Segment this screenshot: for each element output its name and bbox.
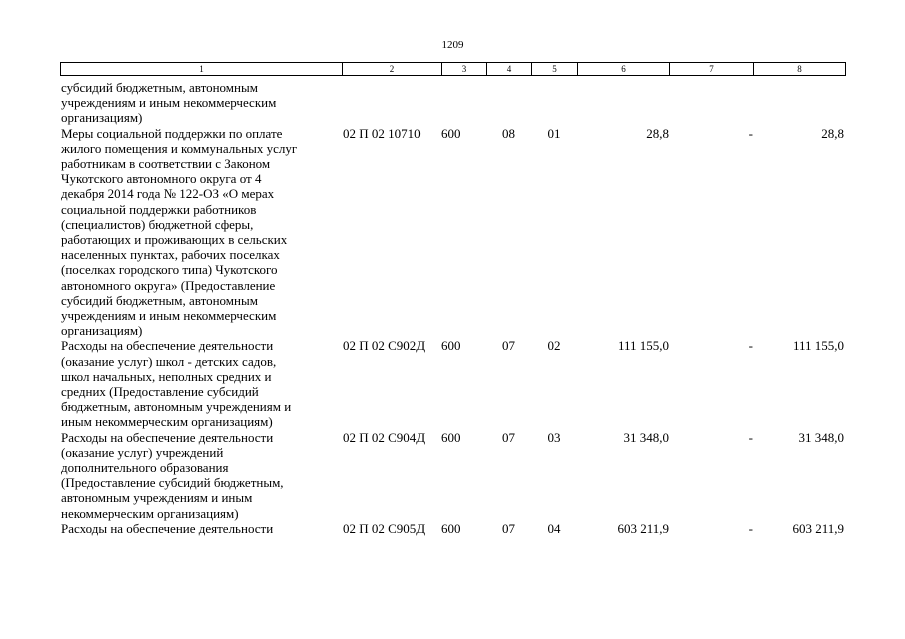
description-line: субсидий бюджетным, автономным bbox=[61, 292, 258, 308]
row-description bbox=[60, 430, 342, 521]
table-row bbox=[60, 80, 846, 126]
amount-regional bbox=[753, 80, 844, 126]
description-line: Меры социальной поддержки по оплате bbox=[61, 125, 283, 141]
section-code: 07 bbox=[502, 338, 515, 354]
column-header-1: 1 bbox=[61, 63, 343, 75]
page-number: 1209 bbox=[441, 39, 464, 51]
description-line: учреждениям и иным некоммерческим bbox=[61, 95, 277, 111]
section-code: 07 bbox=[502, 429, 515, 445]
amount-federal: - bbox=[748, 429, 753, 445]
expense-type-code-value: 600 bbox=[441, 338, 461, 354]
description-line: населенных пунктах, рабочих поселках bbox=[61, 247, 280, 263]
column-header-5: 5 bbox=[532, 63, 578, 75]
description-line: (специалистов) бюджетной сферы, bbox=[61, 216, 254, 232]
description-line: некоммерческим организациям) bbox=[61, 505, 239, 521]
amount-regional: 28,8 bbox=[821, 125, 844, 141]
subsection-code: 03 bbox=[547, 429, 561, 445]
table-row bbox=[60, 430, 846, 521]
row-description bbox=[60, 80, 342, 126]
column-header-7: 7 bbox=[670, 63, 754, 75]
subsection-code: 04 bbox=[547, 520, 561, 536]
description-line: субсидий бюджетным, автономным bbox=[61, 80, 258, 95]
description-line: дополнительного образования bbox=[61, 460, 229, 476]
amount-federal bbox=[669, 80, 753, 126]
row-description bbox=[60, 521, 342, 536]
amount-federal: - bbox=[748, 520, 753, 536]
table-row bbox=[60, 521, 846, 536]
expense-type-code bbox=[441, 338, 486, 429]
expense-type-code bbox=[441, 80, 486, 126]
amount-regional: 111 155,0 bbox=[792, 338, 844, 354]
description-line: жилого помещения и коммунальных услуг bbox=[61, 140, 298, 156]
column-header-6: 6 bbox=[578, 63, 670, 75]
amount-total: 31 348,0 bbox=[623, 429, 669, 445]
description-line: учреждениям и иным некоммерческим bbox=[61, 308, 277, 324]
budget-table-body bbox=[60, 80, 846, 536]
description-line: иным некоммерческим организациям) bbox=[61, 414, 273, 430]
section-code bbox=[486, 80, 531, 126]
description-line: автономного округа» (Предоставление bbox=[61, 277, 276, 293]
table-row bbox=[60, 338, 846, 429]
column-header-row bbox=[60, 62, 846, 76]
target-article-code bbox=[342, 80, 441, 126]
description-line: (поселках городского типа) Чукотского bbox=[61, 262, 278, 278]
expense-type-code-value: 600 bbox=[441, 125, 461, 141]
description-line: работающих и проживающих в сельских bbox=[61, 232, 288, 248]
description-line: (оказание услуг) школ - детских садов, bbox=[61, 353, 277, 369]
description-line: декабря 2014 года № 122-ОЗ «О мерах bbox=[61, 186, 275, 202]
description-line: (Предоставление субсидий бюджетным, bbox=[61, 475, 284, 491]
target-article-code: 02 П 02 С905Д bbox=[343, 520, 426, 536]
description-line: Расходы на обеспечение деятельности bbox=[61, 520, 274, 536]
column-header-8: 8 bbox=[797, 64, 802, 74]
amount-regional: 603 211,9 bbox=[792, 520, 844, 536]
subsection-code: 02 bbox=[547, 338, 561, 354]
target-article-code: 02 П 02 10710 bbox=[343, 125, 421, 141]
expense-type-code bbox=[441, 430, 486, 521]
expense-type-code-value: 600 bbox=[441, 520, 461, 536]
subsection-code: 01 bbox=[547, 125, 561, 141]
description-line: социальной поддержки работников bbox=[61, 201, 257, 217]
amount-total: 111 155,0 bbox=[617, 338, 669, 354]
description-line: работникам в соответствии с Законом bbox=[61, 156, 271, 172]
expense-type-code bbox=[441, 126, 486, 339]
amount-federal: - bbox=[748, 338, 753, 354]
description-line: Расходы на обеспечение деятельности bbox=[61, 429, 274, 445]
description-line: автономным учреждениям и иным bbox=[61, 490, 253, 506]
section-code: 08 bbox=[502, 125, 515, 141]
section-code: 07 bbox=[502, 520, 515, 536]
description-line: Расходы на обеспечение деятельности bbox=[61, 338, 274, 354]
row-description bbox=[60, 126, 342, 339]
amount-total: 28,8 bbox=[646, 125, 669, 141]
subsection-code bbox=[531, 80, 577, 126]
target-article-code: 02 П 02 С902Д bbox=[343, 338, 426, 354]
amount-regional: 31 348,0 bbox=[798, 429, 844, 445]
description-line: бюджетным, автономным учреждениям и bbox=[61, 399, 292, 415]
description-line: организациям) bbox=[61, 110, 143, 126]
table-row bbox=[60, 126, 846, 339]
description-line: Чукотского автономного округа от 4 bbox=[61, 171, 262, 187]
column-header-4: 4 bbox=[487, 63, 532, 75]
description-line: средних (Предоставление субсидий bbox=[61, 384, 259, 400]
column-header-2: 2 bbox=[343, 63, 442, 75]
column-header-3: 3 bbox=[442, 63, 487, 75]
description-line: (оказание услуг) учреждений bbox=[61, 444, 224, 460]
description-line: организациям) bbox=[61, 323, 143, 339]
amount-total: 603 211,9 bbox=[617, 520, 669, 536]
expense-type-code bbox=[441, 521, 486, 536]
row-description bbox=[60, 338, 342, 429]
description-line: школ начальных, неполных средних и bbox=[61, 368, 272, 384]
target-article-code: 02 П 02 С904Д bbox=[343, 429, 426, 445]
amount-federal: - bbox=[748, 125, 753, 141]
amount-total bbox=[577, 80, 669, 126]
expense-type-code-value: 600 bbox=[441, 429, 461, 445]
